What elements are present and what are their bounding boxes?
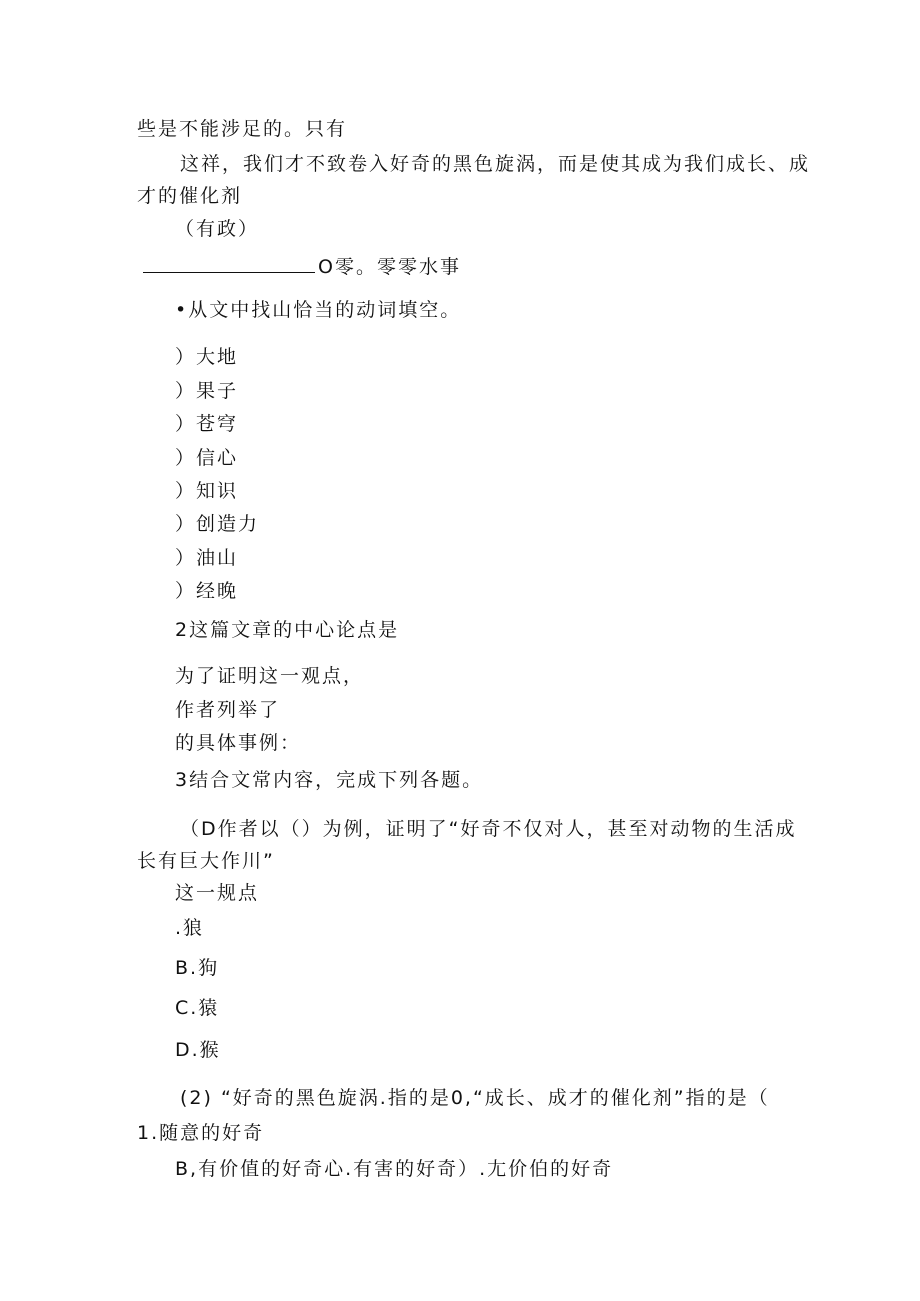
option-a: .狼 [175, 917, 205, 939]
sub-question-2: (2) “好奇的黑色旋涡.指的是0,“成长、成才的催化剂”指的是（ [180, 1087, 770, 1109]
sub-question-2-option-2: B,有价值的好奇心.有害的好奇）.尢价伯的好奇 [175, 1158, 614, 1180]
fill-item-6: ）创造力 [175, 513, 260, 535]
sub-question-1-line-2: 长有巨大作川” [137, 850, 275, 872]
sub-question-2-option-1: 1.随意的好奇 [137, 1122, 265, 1144]
text-line-5: O零。零零水事 [318, 256, 461, 278]
sub-question-1-line-1: （D作者以（）为例，证明了“好奇不仅对人，甚至对动物的生活成 [180, 818, 797, 840]
text-line-1: 些是不能涉足的。只有 [137, 118, 348, 140]
fill-item-5: ）知识 [175, 480, 239, 502]
fill-item-2: ）果子 [175, 380, 239, 402]
fill-in-blank-underline [143, 272, 315, 273]
option-d: D.猴 [175, 1039, 221, 1061]
text-line-3: 才的催化剂 [137, 185, 243, 207]
text-line-4: （有政） [175, 218, 260, 240]
text-line-2: 这祥，我们才不致卷入好奇的黑色旋涡，而是使其成为我们成长、成 [180, 153, 811, 175]
fill-item-7: ）油山 [175, 547, 239, 569]
fill-item-3: ）苍穹 [175, 413, 239, 435]
question-2-line-4: 的具体事例： [175, 732, 302, 754]
question-3-prompt: 3结合文常内容，完成下列各题。 [175, 769, 484, 791]
question-2-line-2: 为了证明这一观点， [175, 665, 365, 687]
question-1-prompt: •从文中找山恰当的动词填空。 [175, 299, 462, 321]
option-b: B.狗 [175, 957, 220, 979]
option-c: C.猿 [175, 997, 220, 1019]
fill-item-1: ）大地 [175, 346, 239, 368]
question-2-prompt: 2这篇文章的中心论点是 [175, 619, 400, 641]
fill-item-8: ）经晚 [175, 580, 239, 602]
fill-item-4: ）信心 [175, 447, 239, 469]
sub-question-1-line-3: 这一规点 [175, 882, 260, 904]
question-2-line-3: 作者列举了 [175, 699, 281, 721]
